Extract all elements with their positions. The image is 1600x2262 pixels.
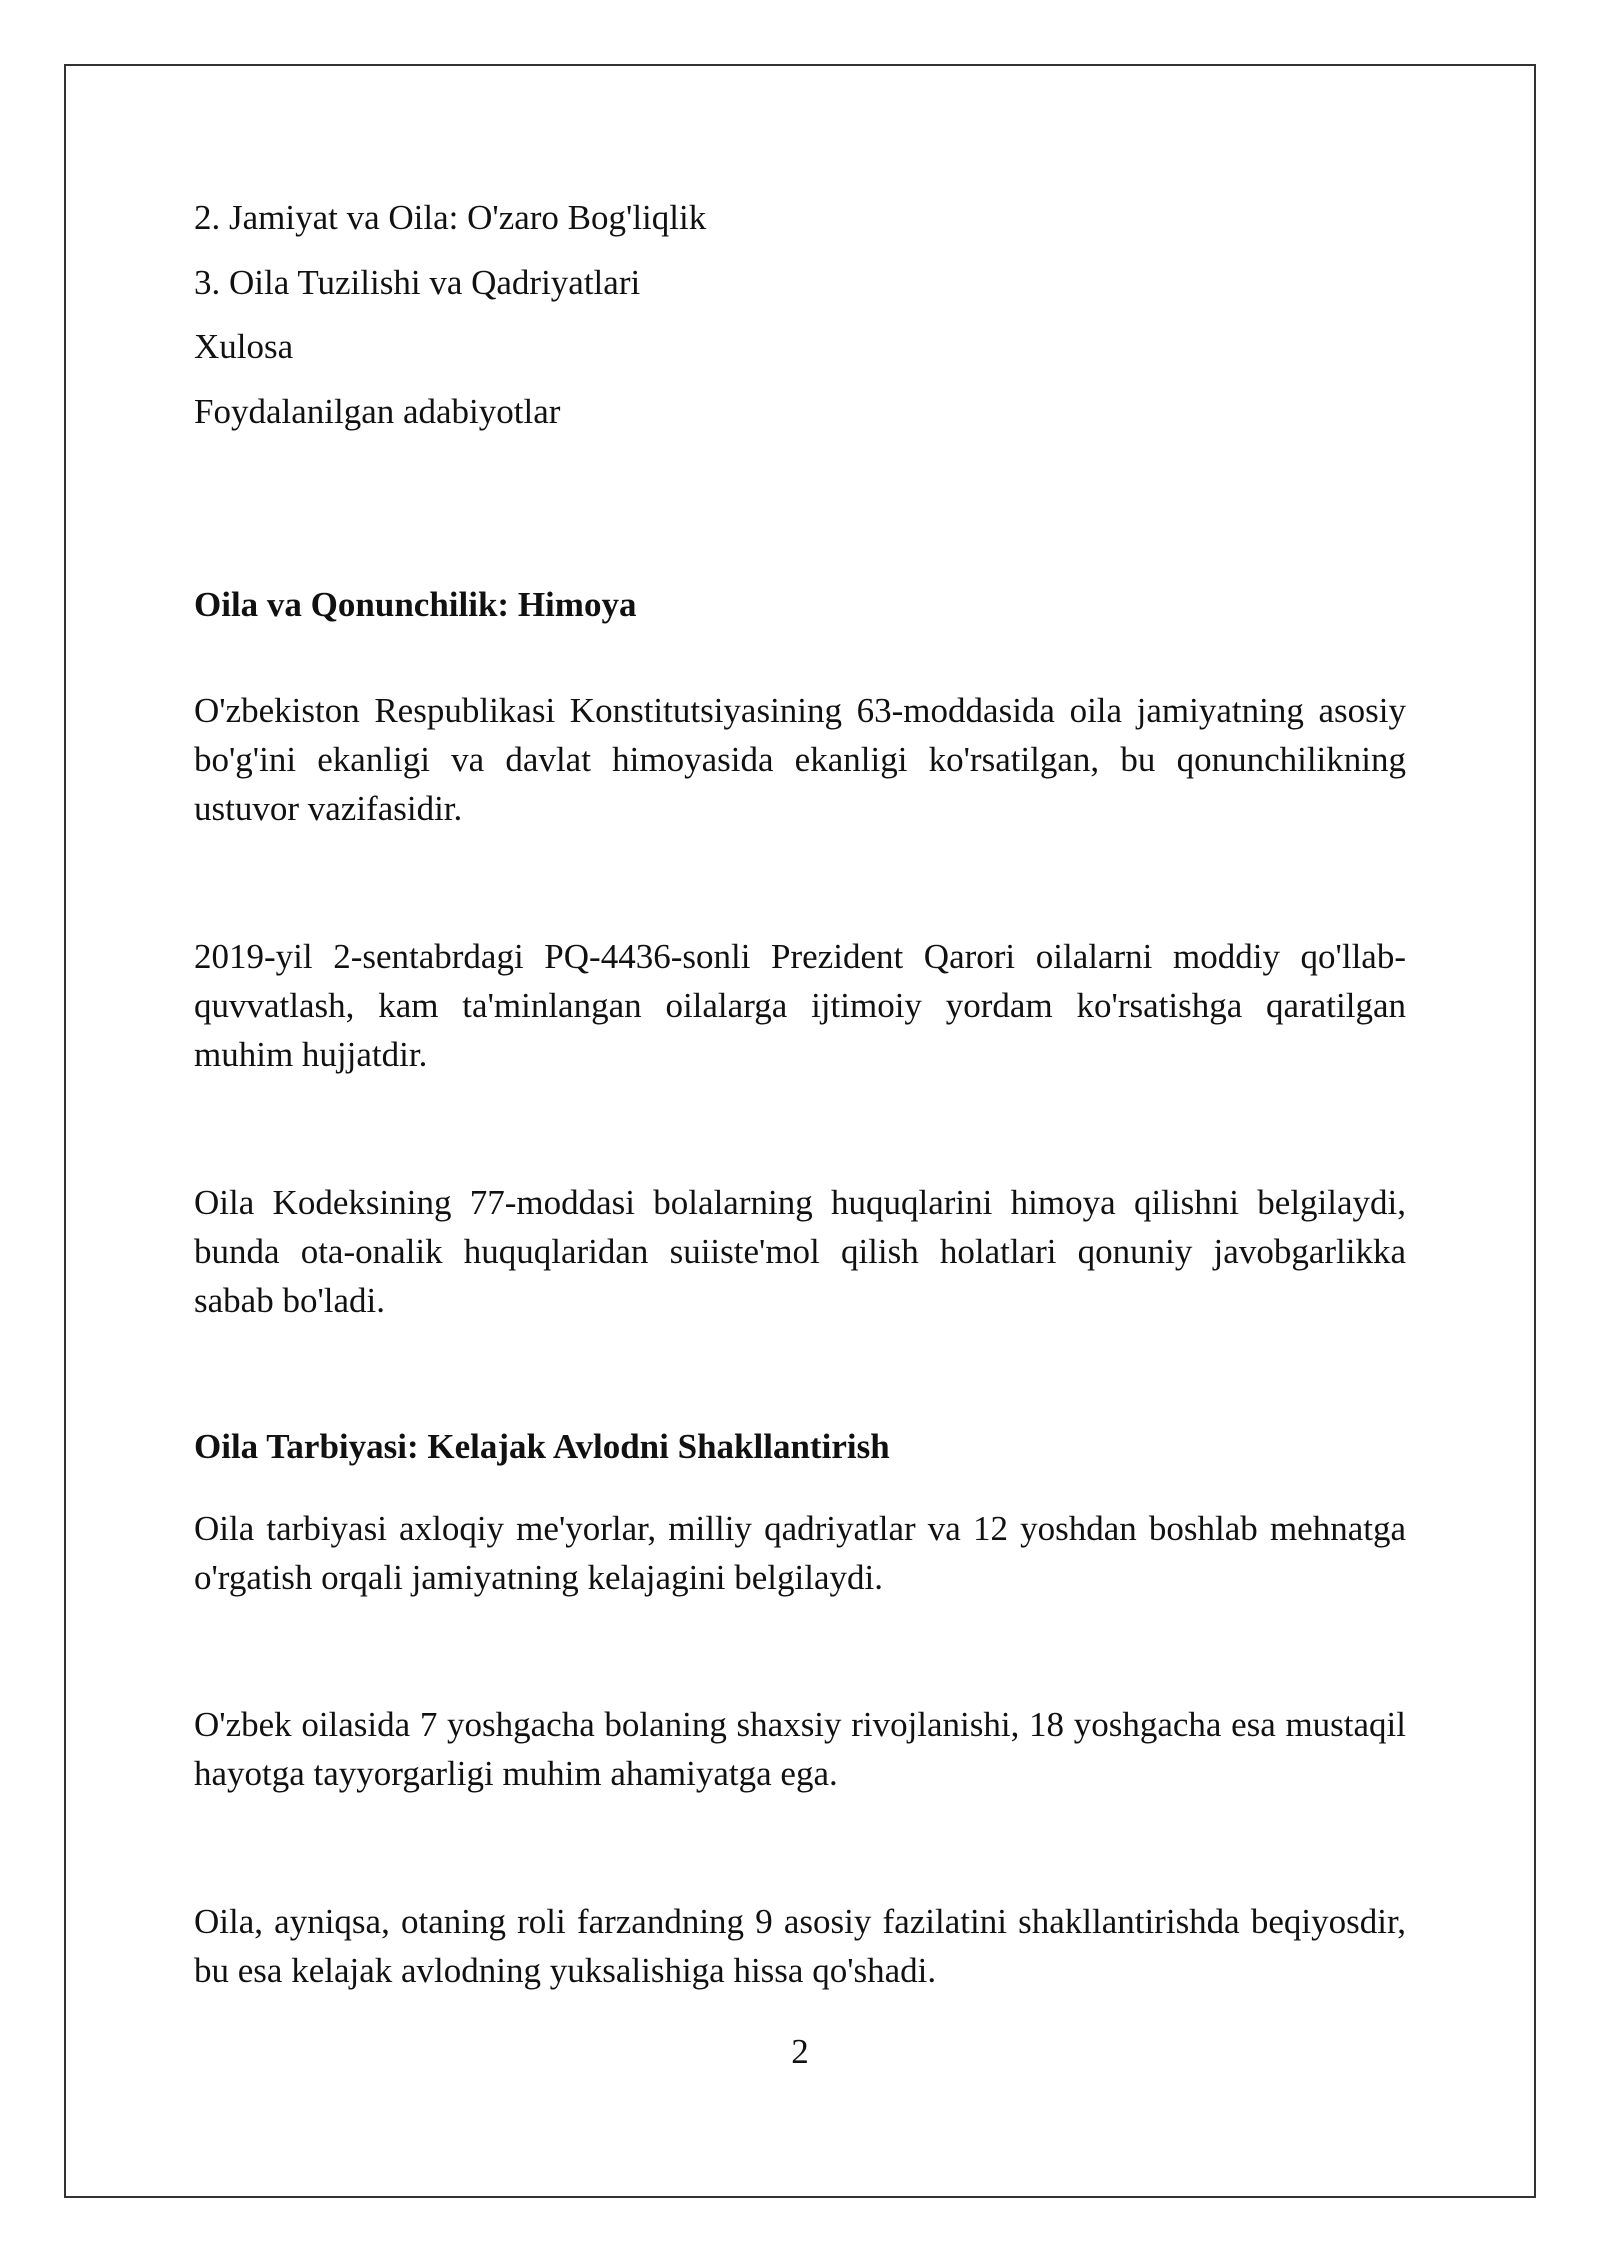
paragraph: O'zbekiston Respublikasi Konstitutsiyasining 63-moddasida oila jamiyatning asosiy bo'g'ini ekanligi va davlat himoyasida ekanligi ko'rsatilgan, bu qonunchilikning ustuvor vazifasidir.	[194, 691, 1406, 828]
toc-item: Foydalanilgan adabiyotlar	[194, 392, 561, 431]
paragraph: Oila Kodeksining 77-moddasi bolalarning huquqlarini himoya qilishni belgilaydi, bunda ota-onalik huquqlaridan suiiste'mol qilish holatlari qonuniy javobgarlikka sabab bo'ladi.	[194, 1183, 1406, 1320]
section-heading: Oila va Qonunchilik: Himoya	[194, 585, 637, 624]
paragraph: Oila tarbiyasi axloqiy me'yorlar, milliy qadriyatlar va 12 yoshdan boshlab mehnatga o'rgatish orqali jamiyatning kelajagini belgilaydi.	[194, 1509, 1406, 1597]
paragraph: O'zbek oilasida 7 yoshgacha bolaning shaxsiy rivojlanishi, 18 yoshgacha esa mustaqil hayotga tayyorgarligi muhim ahamiyatga ega.	[194, 1705, 1406, 1793]
paragraph: Oila, ayniqsa, otaning roli farzandning 9 asosiy fazilatini shakllantirishda beqiyosdir, bu esa kelajak avlodning yuksalishiga hissa qo'shadi.	[194, 1902, 1406, 1990]
page-number: 2	[791, 2032, 809, 2071]
paragraph: 2019-yil 2-sentabrdagi PQ-4436-sonli Prezident Qarori oilalarni moddiy qo'llab-quvvatlash, kam ta'minlangan oilalarga ijtimoiy yordam ko'rsatishga qaratilgan muhim hujjatdir.	[194, 937, 1406, 1074]
page-frame	[64, 64, 1536, 2198]
toc-item: 2. Jamiyat va Oila: O'zaro Bog'liqlik	[194, 198, 707, 237]
toc-item: 3. Oila Tuzilishi va Qadriyatlari	[194, 263, 641, 302]
section-heading: Oila Tarbiyasi: Kelajak Avlodni Shakllantirish	[194, 1427, 890, 1466]
toc-item: Xulosa	[194, 327, 294, 366]
